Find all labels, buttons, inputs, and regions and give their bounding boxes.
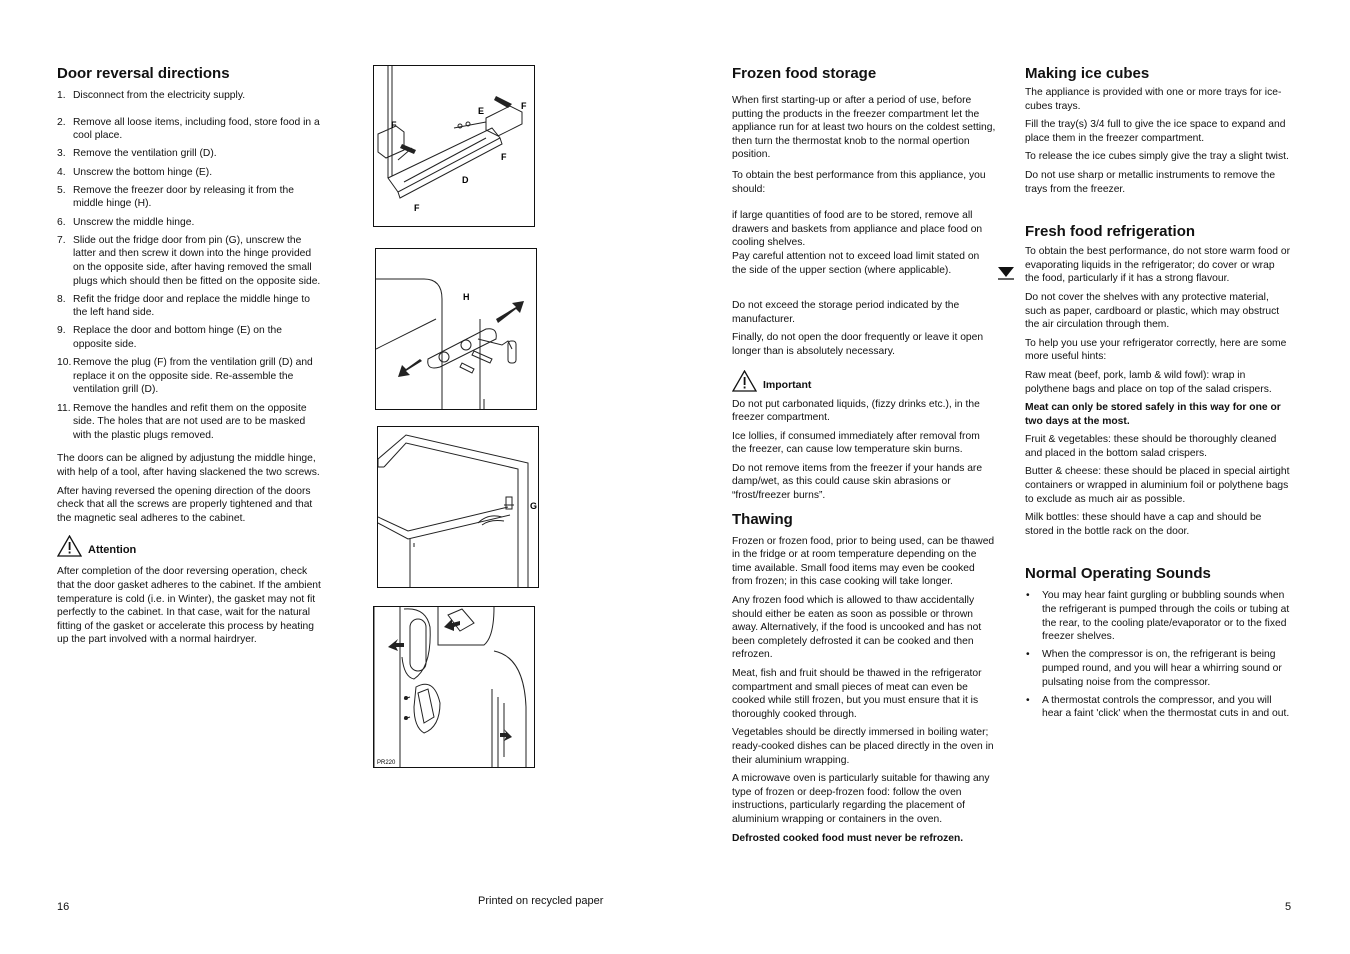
- thawing-warning: Defrosted cooked food must never be refrozen.: [732, 832, 964, 844]
- fresh-food-p7: Butter & cheese: these should be placed in special airtight containers or wrapped in aluminium foil or polythene bags to exclude as much air as possible.: [1025, 466, 1290, 505]
- frozen-food-p1: When first starting-up or after a period of use, before putting the products in the freezer compartment let the appliance run for at least two hours on the coldest setting, then turn the thermostat knob to the normal opertion position.: [732, 95, 996, 161]
- label-f-top: F: [521, 101, 527, 111]
- step-item: 10. Remove the plug (F) from the ventilation grill (D) and replace it on the opposite side. Re-assemble the ventilation grill (D).: [57, 357, 313, 396]
- attention-text: After completion of the door reversing operation, check that the door gasket adheres to the cabinet. If the ambient temperature is cold (i.e. in Winter), the gasket may not fit perfectly to the cabinet. In that case, wait for the natural fitting of the gasket or accelerate this process by heating up the part involved with a normal hairdryer.: [57, 566, 321, 646]
- fresh-food-p8: Milk bottles: these should have a cap and should be stored in the bottle rack on the door.: [1025, 512, 1262, 537]
- step-item: 6. Unscrew the middle hinge.: [57, 216, 195, 228]
- recycled-paper-note: Printed on recycled paper: [478, 895, 604, 907]
- door-pin-illustration: [378, 427, 538, 587]
- left-page-number: 16: [57, 901, 70, 913]
- list-item: • A thermostat controls the compressor, and you will hear a faint 'click' when the thermostat cuts in and out.: [1026, 694, 1290, 720]
- frozen-food-heading: Frozen food storage: [732, 65, 877, 82]
- thawing-p2: Any frozen food which is allowed to thaw accidentally should either be eaten as soon as possible or thrown away. Alternatively, if the food is uncooked and has not been completely defrosted it can be cooked and then refrozen.: [732, 595, 982, 661]
- figure-door-pin: [377, 426, 539, 588]
- fresh-food-p1: To obtain the best performance, do not store warm food or evaporating liquids in the refrigerator; do cover or wrap the food, particularly if it has a strong flavour.: [1025, 246, 1291, 285]
- right-page-right-column: [1025, 65, 1291, 726]
- step-item: 7. Slide out the fridge door from pin (G), unscrew the latter and then screw it down into the hinge provided on the opposite side, after having removed the small plugs which should then be fitted on the opposite side.: [57, 234, 321, 287]
- ice-cubes-p3: To release the ice cubes simply give the tray a slight twist.: [1025, 151, 1289, 163]
- middle-hinge-illustration: [376, 249, 536, 409]
- thawing-p5: A microwave oven is particularly suitable for thawing any type of frozen or deep-frozen food: follow the oven instructions, particularly regarding the placement of aluminium wrapping or containers in the oven.: [732, 773, 990, 825]
- left-text-column: [57, 65, 323, 652]
- important-p2: Ice lollies, if consumed immediately after removal from the freezer, can cause low temperature skin burns.: [732, 430, 980, 456]
- attention-header: [57, 535, 323, 557]
- frozen-food-p5: Finally, do not open the door frequently or leave it open longer than is absolutely necessary.: [732, 332, 984, 357]
- label-f-right: F: [501, 152, 507, 162]
- label-h: H: [463, 292, 470, 302]
- figure-bottom-hinge-grill: [373, 65, 535, 227]
- triangle-marker-icon: [997, 266, 1015, 280]
- right-page-number: 5: [1285, 901, 1292, 913]
- ice-cubes-heading: Making ice cubes: [1025, 65, 1150, 82]
- step-item: 2. Remove all loose items, including food, store food in a cool place.: [57, 116, 320, 142]
- label-g: G: [530, 501, 538, 511]
- door-reversal-heading: Door reversal directions: [57, 65, 230, 82]
- important-p3: Do not remove items from the freezer if your hands are damp/wet, as this could cause skin abrasions or “frost/freezer burns”.: [732, 462, 983, 502]
- ice-cubes-p2: Fill the tray(s) 3/4 full to give the ice space to expand and place them in the freezer compartment.: [1025, 119, 1286, 144]
- reversal-check-paragraph: After having reversed the opening direction of the doors check that all the screws are properly tightened and that the magnetic seal adheres to the cabinet.: [57, 485, 313, 524]
- label-f-bottom: F: [414, 203, 420, 213]
- figure-code: PR220: [377, 760, 396, 766]
- warning-triangle-icon: [732, 370, 757, 392]
- sounds-heading: Normal Operating Sounds: [1025, 565, 1211, 583]
- frozen-food-p2: To obtain the best performance from this appliance, you should:: [732, 169, 986, 195]
- attention-label: Attention: [88, 544, 137, 557]
- handle-refit-illustration: [374, 607, 534, 767]
- door-reversal-steps: [57, 89, 323, 442]
- step-item: 8. Refit the fridge door and replace the middle hinge to the left hand side.: [57, 293, 310, 319]
- ice-cubes-p1: The appliance is provided with one or more trays for ice-cubes trays.: [1025, 87, 1282, 112]
- frozen-food-p4: Do not exceed the storage period indicated by the manufacturer.: [732, 300, 960, 325]
- sounds-list: [1025, 589, 1291, 721]
- fresh-food-p3: To help you use your refrigerator correctly, here are some more useful hints:: [1025, 337, 1287, 363]
- fresh-food-heading: Fresh food refrigeration: [1025, 223, 1196, 241]
- important-header: [732, 370, 996, 392]
- figure-middle-hinge: [375, 248, 537, 410]
- frozen-food-p3b: Pay careful attention not to exceed load limit stated on the side of the upper section (where applicable).: [732, 250, 980, 276]
- step-item: 3. Remove the ventilation grill (D).: [57, 148, 217, 160]
- step-item: 11. Remove the handles and refit them on the opposite side. The holes that are not used are to be masked with the plastic plugs removed.: [57, 402, 307, 441]
- alignment-paragraph: The doors can be aligned by adjustung the middle hinge, with help of a tool, after having slackened the two screws.: [57, 453, 320, 478]
- label-d: D: [462, 175, 469, 185]
- fresh-food-p4: Raw meat (beef, pork, lamb & wild fowl): wrap in polythene bags and place on top of the salad crispers.: [1025, 369, 1272, 395]
- step-item: 9. Replace the door and bottom hinge (E) on the opposite side.: [57, 325, 282, 351]
- step-item: 4. Unscrew the bottom hinge (E).: [57, 166, 213, 178]
- list-item: • You may hear faint gurgling or bubbling sounds when the refrigerant is pumped through the coils or tubing at the rear, to the cooling plate/evaporator or to the fixed freezer shelves.: [1026, 590, 1290, 643]
- label-e: E: [478, 106, 485, 116]
- ice-cubes-p4: Do not use sharp or metallic instruments to remove the trays from the freezer.: [1025, 169, 1276, 195]
- important-label: Important: [763, 378, 812, 391]
- step-item: 5. Remove the freezer door by releasing it from the middle hinge (H).: [57, 184, 294, 210]
- fresh-food-p5: Meat can only be stored safely in this way for one or two days at the most.: [1025, 402, 1281, 427]
- right-page-left-column: [732, 65, 996, 850]
- thawing-p4: Vegetables should be directly immersed in boiling water; ready-cooked dishes can be placed directly in the oven in their aluminium wrapping.: [732, 727, 994, 766]
- frozen-food-p3a: if large quantities of food are to be stored, remove all drawers and baskets from appliance and place food on cooling shelves.: [732, 210, 983, 249]
- fresh-food-p6: Fruit & vegetables: these should be thoroughly cleaned and placed in the bottom salad crispers.: [1025, 434, 1277, 459]
- bottom-hinge-illustration: [374, 66, 534, 226]
- fresh-food-p2: Do not cover the shelves with any protective material, such as paper, cardboard or plastic, which may obstruct the air circulation through them.: [1025, 291, 1280, 331]
- important-p1: Do not put carbonated liquids, (fizzy drinks etc.), in the freezer compartment.: [732, 398, 980, 424]
- thawing-p1: Frozen or frozen food, prior to being used, can be thawed in the fridge or at room temperature depending on the time available. Small food items may even be cooked from frozen; in this case cooking will take longer.: [732, 535, 995, 588]
- figure-handle-refit: [373, 606, 535, 768]
- warning-triangle-icon: [57, 535, 82, 557]
- thawing-heading: Thawing: [732, 510, 793, 528]
- label-f-left: F: [391, 120, 397, 130]
- step-item: 1. Disconnect from the electricity supply.: [57, 90, 246, 101]
- list-item: • When the compressor is on, the refrigerant is being pumped round, and you will hear a whirring sound or pulsating noise from the compressor.: [1026, 649, 1282, 688]
- thawing-p3: Meat, fish and fruit should be thawed in the refrigerator compartment and small pieces of meat can even be cooked while still frozen, but you must ensure that it is thoroughly cooked through.: [732, 668, 982, 720]
